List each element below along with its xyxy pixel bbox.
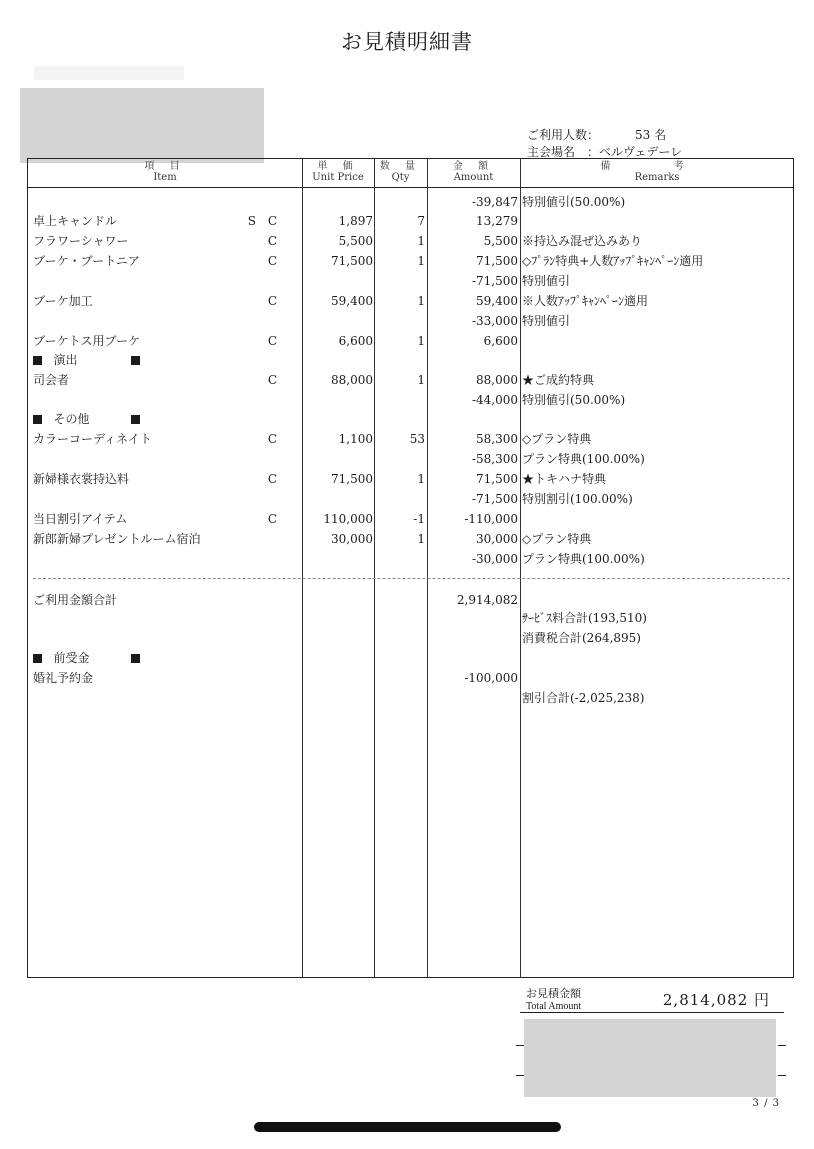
row-mark: S C <box>247 214 281 228</box>
header-item-en: Item <box>153 172 177 183</box>
total-underline <box>520 1012 784 1013</box>
venue-label: 主会場名 ： <box>527 145 600 159</box>
row-remarks: ◇ﾌﾟﾗﾝ特典+人数ｱｯﾌﾟｷｬﾝﾍﾟｰﾝ適用 <box>522 254 704 268</box>
square-bullet-icon <box>131 356 140 365</box>
venue-value: ベルヴェデーレ <box>599 145 683 159</box>
guests-value: 53 名 <box>635 128 667 142</box>
row-unit-price: 71,500 <box>331 254 373 268</box>
section-label: その他 <box>53 412 90 426</box>
row-item: ブーケ加工 <box>33 294 93 308</box>
row-qty: 1 <box>417 294 425 308</box>
row-remarks: ◇プラン特典 <box>522 432 592 446</box>
row-remarks: 特別値引(50.00%) <box>522 393 626 407</box>
square-bullet-icon <box>131 415 140 424</box>
service-charge-total: ｻｰﾋﾞｽ料合計(193,510) <box>522 611 647 625</box>
row-remarks: ★トキハナ特典 <box>522 472 607 486</box>
row-amount: 58,300 <box>476 432 518 446</box>
row-item: 卓上キャンドル <box>33 214 118 228</box>
estimate-table-frame <box>27 158 794 978</box>
redacted-area-top <box>20 88 264 163</box>
header-unit-price <box>302 161 374 183</box>
row-qty: 7 <box>417 214 425 228</box>
redacted-area-bottom <box>524 1019 776 1097</box>
total-amount-value: 2,814,082 円 <box>662 991 770 1009</box>
row-unit-price: 71,500 <box>331 472 373 486</box>
guests-label: ご利用人数： <box>527 128 600 142</box>
header-qty <box>374 161 427 183</box>
square-bullet-icon <box>33 654 42 663</box>
signature-line <box>778 1075 786 1076</box>
header-amount-en: Amount <box>453 172 494 183</box>
column-divider <box>427 158 428 978</box>
row-qty: 1 <box>417 472 425 486</box>
header-item <box>28 161 302 183</box>
row-qty: 1 <box>417 334 425 348</box>
row-item: フラワーシャワー <box>33 234 129 248</box>
document-title: お見積明細書 <box>341 30 473 54</box>
signature-line <box>778 1045 786 1046</box>
row-unit-price: 6,600 <box>338 334 373 348</box>
square-bullet-icon <box>131 654 140 663</box>
row-mark: C <box>267 294 281 308</box>
square-bullet-icon <box>33 415 42 424</box>
row-unit-price: 30,000 <box>331 532 373 546</box>
column-divider <box>374 158 375 978</box>
row-remarks: ★ご成約特典 <box>522 373 595 387</box>
row-qty: 1 <box>417 254 425 268</box>
row-amount: -39,847 <box>471 195 518 209</box>
section-label: 前受金 <box>53 651 90 665</box>
row-amount: 88,000 <box>476 373 518 387</box>
row-remarks: プラン特典(100.00%) <box>522 552 645 566</box>
discount-total: 割引合計(-2,025,238) <box>522 691 645 705</box>
home-indicator[interactable] <box>254 1122 561 1132</box>
header-amount <box>427 161 520 183</box>
deposit-value: -100,000 <box>464 671 518 685</box>
total-label-jp: お見積金額 <box>526 987 581 1000</box>
row-item: ブーケトス用ブーケ <box>33 334 141 348</box>
row-qty: 1 <box>417 234 425 248</box>
column-divider <box>520 158 521 978</box>
row-mark: C <box>267 334 281 348</box>
row-qty: 53 <box>409 432 425 446</box>
row-mark: C <box>267 373 281 387</box>
row-remarks: ※人数ｱｯﾌﾟｷｬﾝﾍﾟｰﾝ適用 <box>522 294 649 308</box>
row-amount: 71,500 <box>476 254 518 268</box>
row-unit-price: 110,000 <box>323 512 373 526</box>
row-amount: -71,500 <box>471 492 518 506</box>
row-amount: 59,400 <box>476 294 518 308</box>
row-amount: -44,000 <box>471 393 518 407</box>
row-amount: 6,600 <box>483 334 518 348</box>
section-header-sonota <box>33 411 140 427</box>
row-amount: -33,000 <box>471 314 518 328</box>
row-qty: 1 <box>417 532 425 546</box>
faint-text-area <box>34 66 184 80</box>
row-item: ブーケ・ブートニア <box>33 254 140 268</box>
row-amount: -30,000 <box>471 552 518 566</box>
row-remarks: プラン特典(100.00%) <box>522 452 645 466</box>
guests-info <box>527 126 666 143</box>
row-remarks: 特別割引(100.00%) <box>522 492 633 506</box>
summary-divider <box>33 578 790 579</box>
deposit-label: 婚礼予約金 <box>33 671 94 685</box>
row-mark: C <box>267 254 281 268</box>
row-item: カラーコーディネイト <box>33 432 152 446</box>
row-item: 新郎新婦プレゼントルーム宿泊 <box>33 532 201 546</box>
tax-total: 消費税合計(264,895) <box>522 631 641 645</box>
row-unit-price: 1,100 <box>338 432 373 446</box>
subtotal-value: 2,914,082 <box>456 593 518 607</box>
row-remarks: 特別値引 <box>522 314 571 328</box>
section-label: 演出 <box>53 353 78 367</box>
page-number: 3 / 3 <box>752 1098 780 1109</box>
header-remarks-en: Remarks <box>634 172 680 183</box>
row-qty: 1 <box>417 373 425 387</box>
row-item: 司会者 <box>33 373 70 387</box>
row-amount: 5,500 <box>483 234 518 248</box>
signature-line <box>516 1075 524 1076</box>
row-unit-price: 59,400 <box>331 294 373 308</box>
total-label-en: Total Amount <box>526 1001 582 1012</box>
header-amount-jp: 金 額 <box>452 161 495 172</box>
header-qty-en: Qty <box>391 172 410 183</box>
row-amount: 71,500 <box>476 472 518 486</box>
row-unit-price: 1,897 <box>338 214 373 228</box>
header-unit-price-en: Unit Price <box>312 172 364 183</box>
row-amount: -110,000 <box>464 512 518 526</box>
header-qty-jp: 数 量 <box>379 161 422 172</box>
row-qty: -1 <box>413 512 425 526</box>
column-divider <box>302 158 303 978</box>
section-header-enshutsu <box>33 352 140 368</box>
row-remarks: 特別値引(50.00%) <box>522 195 626 209</box>
row-mark: C <box>267 472 281 486</box>
header-divider <box>27 187 794 188</box>
row-mark: C <box>267 512 281 526</box>
row-amount: 30,000 <box>476 532 518 546</box>
header-unit-price-jp: 単 価 <box>317 161 359 172</box>
row-amount: -58,300 <box>471 452 518 466</box>
row-remarks: 特別値引 <box>522 274 571 288</box>
section-header-prepaid <box>33 650 140 666</box>
row-amount: 13,279 <box>476 214 518 228</box>
row-mark: C <box>267 432 281 446</box>
subtotal-label: ご利用金額合計 <box>33 593 118 607</box>
header-remarks-jp: 備 考 <box>600 161 714 172</box>
row-amount: -71,500 <box>471 274 518 288</box>
row-remarks: ◇プラン特典 <box>522 532 592 546</box>
header-item-jp: 項 目 <box>144 161 186 172</box>
square-bullet-icon <box>33 356 42 365</box>
signature-line <box>516 1045 524 1046</box>
header-remarks <box>520 161 794 183</box>
row-unit-price: 5,500 <box>338 234 373 248</box>
row-item: 新婦様衣裳持込料 <box>33 472 130 486</box>
row-unit-price: 88,000 <box>331 373 373 387</box>
row-item: 当日割引アイテム <box>33 512 128 526</box>
row-remarks: ※持込み混ぜ込みあり <box>522 234 643 248</box>
row-mark: C <box>267 234 281 248</box>
